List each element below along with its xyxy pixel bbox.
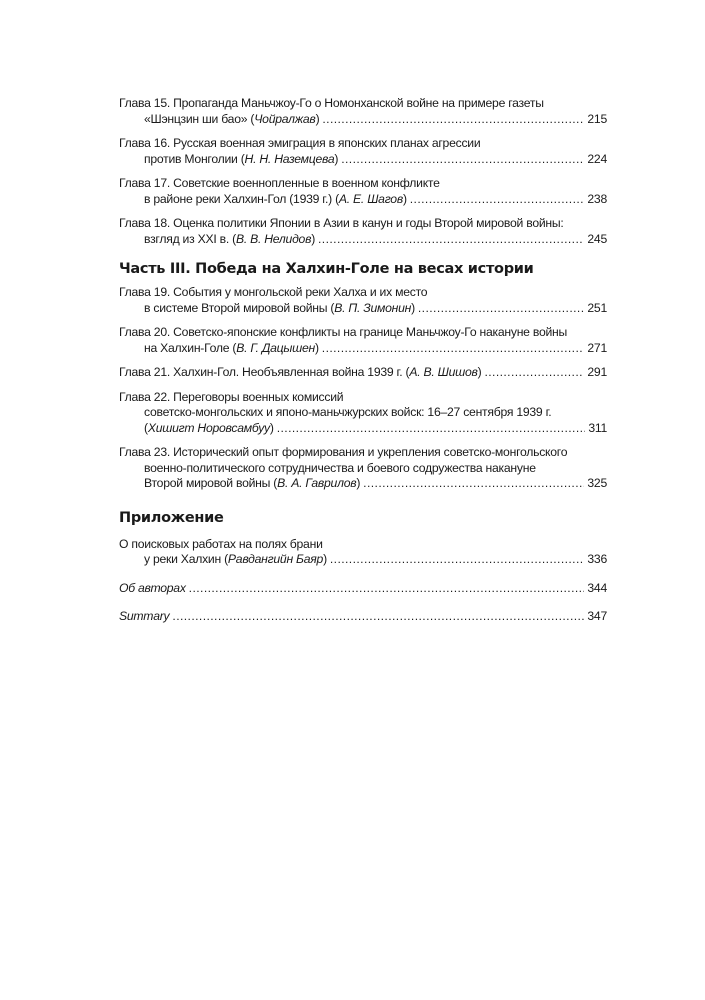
author-name: В. П. Зимонин xyxy=(334,300,412,315)
dot-leader xyxy=(318,232,584,248)
closing-paren: ) xyxy=(477,365,482,379)
part-three-heading: Часть III. Победа на Халхин-Голе на весах истории xyxy=(119,261,534,277)
toc-entry-line: О поисковых работах на полях брани xyxy=(119,536,323,551)
toc-entry-text xyxy=(144,232,315,248)
toc-entry[interactable] xyxy=(119,365,607,381)
closing-paren: ) xyxy=(311,231,316,246)
dot-leader xyxy=(484,365,584,381)
page-number: 291 xyxy=(587,365,607,379)
closing-paren: ) xyxy=(402,191,407,206)
toc-entry-last-line xyxy=(119,609,607,625)
toc-entry-line: Глава 17. Советские военнопленные в военном конфликте xyxy=(119,176,440,190)
closing-paren: ) xyxy=(314,340,319,355)
toc-entry-last-line xyxy=(119,232,607,248)
toc-entry-last-line xyxy=(119,192,607,208)
toc-entry[interactable] xyxy=(119,537,607,568)
closing-paren: ) xyxy=(315,111,320,126)
toc-entry-line: Глава 20. Советско-японские конфликты на границе Маньчжоу-Го накануне войны xyxy=(119,325,568,339)
author-name: В. А. Гаврилов xyxy=(277,476,357,490)
toc-entry[interactable] xyxy=(119,136,607,167)
about-authors-title: Об авторах xyxy=(119,580,186,595)
toc-entry-text xyxy=(144,421,274,437)
page-number: 271 xyxy=(587,340,607,355)
author-name: В. Г. Дацышен xyxy=(236,340,315,355)
summary-title: Summary xyxy=(119,609,170,623)
dot-leader xyxy=(418,301,585,317)
toc-entry[interactable] xyxy=(119,96,607,127)
page-number: 215 xyxy=(587,111,607,126)
toc-entry-about-authors[interactable] xyxy=(119,581,607,597)
entries-group-b xyxy=(119,285,607,492)
dot-leader xyxy=(410,192,585,208)
author-name: А. В. Шишов xyxy=(409,365,478,379)
toc-entry-last-line xyxy=(119,552,607,568)
title-text: в системе Второй мировой войны ( xyxy=(144,300,335,315)
author-name: Чойралжав xyxy=(254,111,316,126)
author-name: Хишигт Норовсамбуу xyxy=(147,420,270,435)
toc-entry-last-line xyxy=(119,112,607,128)
page-number: 347 xyxy=(587,609,607,623)
toc-entry-summary[interactable] xyxy=(119,609,607,625)
author-name: А. Е. Шагов xyxy=(338,191,403,206)
title-text: Второй мировой войны ( xyxy=(144,476,278,490)
dot-leader xyxy=(277,421,586,437)
dot-leader xyxy=(172,609,584,625)
page-number: 251 xyxy=(587,300,607,315)
dot-leader xyxy=(322,112,584,128)
toc-entry-text xyxy=(144,192,407,208)
entries-group-a xyxy=(119,96,607,247)
dot-leader xyxy=(341,152,584,168)
toc-entry-text xyxy=(119,365,481,381)
toc-entry-last-line xyxy=(119,341,607,357)
toc-entry-last-line xyxy=(119,301,607,317)
toc-entry[interactable] xyxy=(119,325,607,356)
toc-entry-line: Глава 19. События у монгольской реки Халха и их место xyxy=(119,285,428,299)
toc-entry-last-line xyxy=(119,152,607,168)
closing-paren: ) xyxy=(356,476,361,490)
dot-leader xyxy=(189,581,585,597)
title-text: ( xyxy=(144,420,148,435)
author-name: Равдангийн Баяр xyxy=(227,552,324,566)
toc-entry[interactable] xyxy=(119,285,607,316)
author-name: Н. Н. Наземцева xyxy=(244,151,335,166)
toc-entry-line: Глава 23. Исторический опыт формирования и укрепления советско-монгольского xyxy=(119,445,568,459)
dot-leader xyxy=(330,552,585,568)
toc-entry-line: советско-монгольских и японо-маньчжурских войск: 16–27 сентября 1939 г. xyxy=(144,405,552,419)
title-text: у реки Халхин ( xyxy=(144,552,228,566)
title-text: взгляд из XXI в. ( xyxy=(144,231,236,246)
dot-leader xyxy=(363,476,584,492)
title-text: в районе реки Халхин-Гол (1939 г.) ( xyxy=(144,191,339,206)
author-name: В. В. Нелидов xyxy=(235,231,312,246)
title-text: против Монголии ( xyxy=(144,151,245,166)
toc-entry[interactable] xyxy=(119,390,607,437)
appendix-heading: Приложение xyxy=(119,509,224,526)
toc-entry[interactable] xyxy=(119,445,607,492)
title-text: «Шэнцзин ши бао» ( xyxy=(144,111,255,126)
toc-entry-line: Глава 16. Русская военная эмиграция в японских планах агрессии xyxy=(119,136,481,150)
title-text: Глава 21. Халхин-Гол. Необъявленная война 1939 г. ( xyxy=(119,365,410,379)
toc-entry-line: Глава 15. Пропаганда Маньчжоу-Го о Номонханской войне на примере газеты xyxy=(119,96,544,110)
page-number: 336 xyxy=(587,552,607,566)
closing-paren: ) xyxy=(269,420,274,435)
toc-entry-text xyxy=(144,301,415,317)
page-number: 238 xyxy=(587,191,607,206)
toc-entry-line: Глава 22. Переговоры военных комиссий xyxy=(119,389,344,404)
closing-paren: ) xyxy=(334,151,339,166)
toc-entry-last-line xyxy=(119,476,607,492)
page-number: 311 xyxy=(588,420,607,435)
closing-paren: ) xyxy=(323,552,327,566)
title-text: на Халхин-Голе ( xyxy=(144,340,237,355)
closing-paren: ) xyxy=(411,300,415,315)
toc-entry[interactable] xyxy=(119,176,607,207)
toc-entry-last-line xyxy=(119,581,607,597)
toc-entry-line: военно-политического сотрудничества и боевого содружества накануне xyxy=(144,460,536,475)
page-number: 344 xyxy=(587,580,607,595)
toc-entry-last-line xyxy=(119,421,607,437)
page-number: 224 xyxy=(587,151,607,166)
toc-entry-text xyxy=(144,476,360,492)
table-of-contents xyxy=(119,96,607,634)
page-number: 325 xyxy=(587,476,607,490)
toc-entry-line: Глава 18. Оценка политики Японии в Азии в канун и годы Второй мировой войны: xyxy=(119,216,564,230)
toc-entry-text xyxy=(144,341,319,357)
toc-entry[interactable] xyxy=(119,216,607,247)
toc-entry-last-line xyxy=(119,365,607,381)
appendix-entries xyxy=(119,537,607,568)
dot-leader xyxy=(322,341,585,357)
toc-entry-text xyxy=(144,112,319,128)
page-number: 245 xyxy=(587,231,607,246)
toc-entry-text xyxy=(144,552,327,568)
toc-entry-text xyxy=(144,152,338,168)
